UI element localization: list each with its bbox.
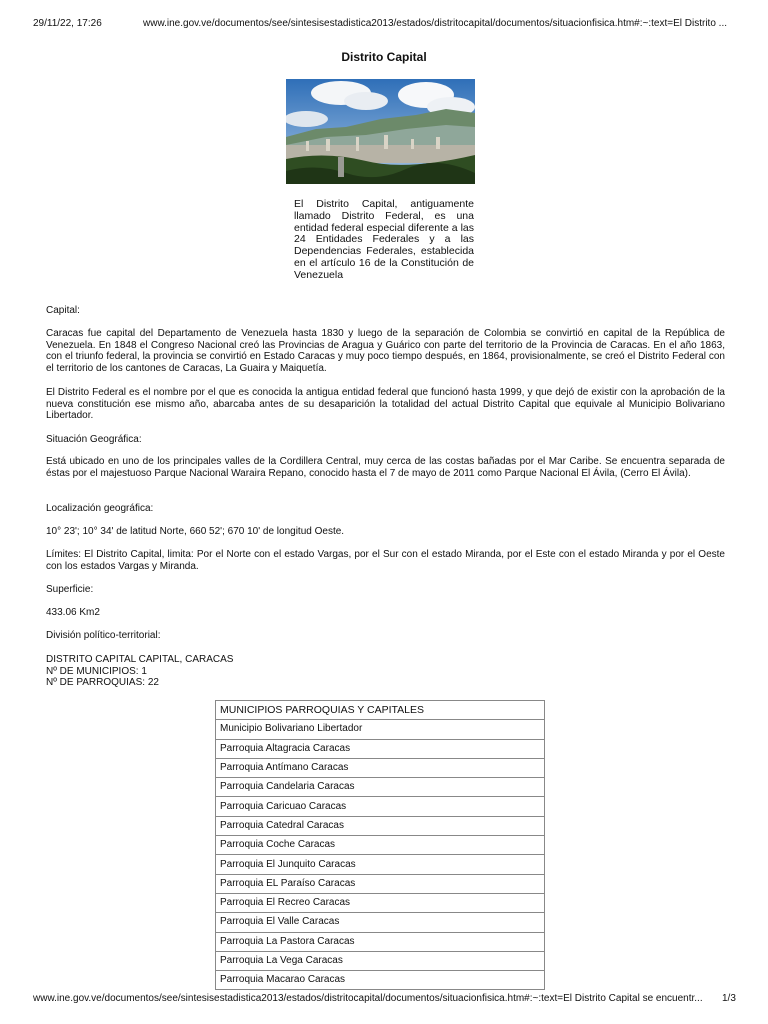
table-row [216,720,545,739]
table-cell: Parroquia Candelaria Caracas [216,778,545,797]
table-header-row [216,701,545,720]
capital-paragraph-2: El Distrito Federal es el nombre por el que es conocida la antigua entidad federal que funcionó hasta 1999, y que dejó de existir con la aprobación de la nueva constitución ese mismo año, abarcaba antes de su desaparición la totalidad del actual Distrito Capital que equivale al Municipio Bolivariano Libertador. [46,387,725,422]
page-title: Distrito Capital [341,50,427,64]
table-row [216,758,545,777]
page-number: 1/3 [722,993,736,1004]
table-row [216,971,545,990]
capital-paragraph-1: Caracas fue capital del Departamento de Venezuela hasta 1830 y luego de la separación de Colombia se convirtió en capital de la República de Venezuela. En 1848 el Congreso Nacional creó las Provincias de Aragua y Guárico con parte del territorio de la Provincia de Caracas. En el año 1863, con el triunfo federal, la provincia se convirtió en Estado Caracas y muy poco tiempo después, en 1864, provisionalmente, se creó el Distrito Federal con el territorio de los cantones de Caracas, La Guaira y Maiquetía. [46,328,725,374]
municipios-table [215,700,545,990]
table-row [216,893,545,912]
localizacion-label: Localización geográfica: [46,503,154,514]
superficie-text: 433.06 Km2 [46,607,100,618]
division-line: Nº DE PARROQUIAS: 22 [46,677,159,689]
division-block [46,654,725,689]
table-cell: Parroquia El Valle Caracas [216,913,545,932]
table-header-cell: MUNICIPIOS PARROQUIAS Y CAPITALES [216,701,545,720]
caracas-photo [286,79,475,184]
table-row [216,855,545,874]
situacion-label: Situación Geográfica: [46,434,142,445]
table-cell: Municipio Bolivariano Libertador [216,720,545,739]
table-cell: Parroquia Catedral Caracas [216,816,545,835]
table-cell: Parroquia Antímano Caracas [216,758,545,777]
table-row [216,739,545,758]
print-datetime: 29/11/22, 17:26 [33,18,102,29]
situacion-text: Está ubicado en uno de los principales valles de la Cordillera Central, muy cerca de las costas bañadas por el Mar Caribe. Se encuentra separada de éstas por el majestuoso Parque Nacional Waraira Repano, conocido hasta el 7 de mayo de 2011 como Parque Nacional El Ávila, (Cerro El Ávila). [46,456,725,479]
table-cell: Parroquia Macarao Caracas [216,971,545,990]
limites-text: Límites: El Distrito Capital, limita: Por el Norte con el estado Vargas, por el Sur con el estado Miranda, por el Este con el estado Miranda y por el Oeste con los estados Vargas y Miranda. [46,549,725,572]
table-cell: Parroquia La Vega Caracas [216,951,545,970]
table-cell: Parroquia El Recreo Caracas [216,893,545,912]
footer-url: www.ine.gov.ve/documentos/see/sintesisestadistica2013/estados/distritocapital/documentos/situacionfisica.htm#:~:text=El Distrito Capital se encuentr... [33,993,703,1004]
print-url: www.ine.gov.ve/documentos/see/sintesisestadistica2013/estados/distritocapital/documentos/situacionfisica.htm#:~:text=El Distrito ... [143,18,727,29]
table-cell: Parroquia Altagracia Caracas [216,739,545,758]
table-row [216,816,545,835]
table-row [216,874,545,893]
table-row [216,836,545,855]
table-cell: Parroquia El Junquito Caracas [216,855,545,874]
table-cell: Parroquia La Pastora Caracas [216,932,545,951]
division-label: División político-territorial: [46,630,161,641]
photo-caption: El Distrito Capital, antiguamente llamado Distrito Federal, es una entidad federal especial diferente a las 24 Entidades Federales y a las Dependencias Federales, establecida en el artículo 16 de la Constitución de Venezuela [294,198,474,281]
capital-label: Capital: [46,305,80,316]
division-line: Nº DE MUNICIPIOS: 1 [46,665,147,677]
table-row [216,778,545,797]
table-row [216,797,545,816]
table-row [216,913,545,932]
division-line: DISTRITO CAPITAL CAPITAL, CARACAS [46,654,234,665]
localizacion-text: 10° 23'; 10° 34' de latitud Norte, 660 52'; 670 10' de longitud Oeste. [46,526,345,537]
table-cell: Parroquia EL Paraíso Caracas [216,874,545,893]
table-row [216,932,545,951]
superficie-label: Superficie: [46,584,94,595]
table-cell: Parroquia Coche Caracas [216,836,545,855]
table-cell: Parroquia Caricuao Caracas [216,797,545,816]
table-row [216,951,545,970]
